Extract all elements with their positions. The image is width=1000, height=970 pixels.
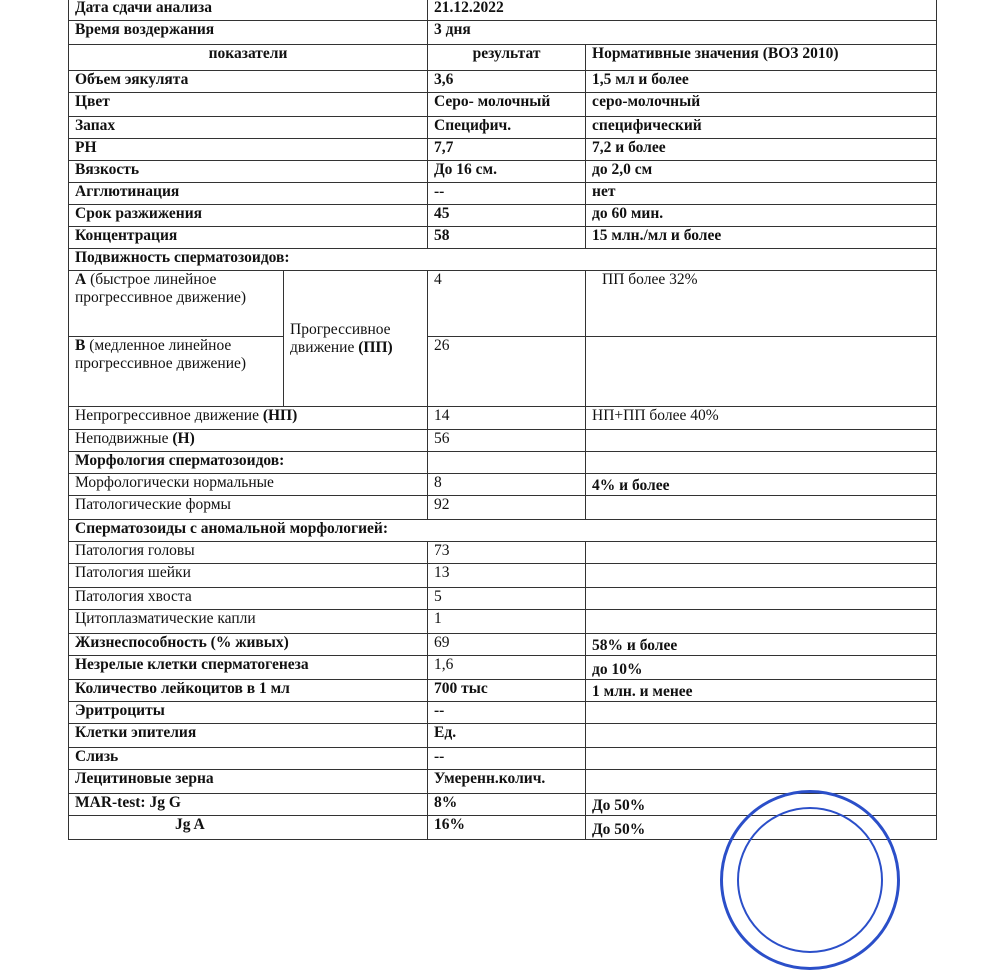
row-norm: 4% и более [586,474,937,496]
row-norm: 1 млн. и менее [586,680,937,702]
row-result: 45 [428,205,586,227]
row-label: Вязкость [69,161,428,183]
row-label: Объем эякулята [69,71,428,93]
row-norm: специфический [586,117,937,139]
row-norm [586,748,937,770]
row-norm [586,430,937,452]
table-row [69,656,937,680]
n-text: Неподвижные [75,430,173,447]
table-row [69,117,937,139]
col-result: результат [428,45,586,71]
row-result: 5 [428,588,586,610]
row-norm: до 60 мин. [586,205,937,227]
progressive-group [284,271,428,407]
np-abbr: (НП) [262,407,298,424]
row-label: Лецитиновые зерна [69,770,428,794]
section-motility [69,249,937,271]
row-label: Клетки эпителия [69,724,428,748]
row-result: 69 [428,634,586,656]
table-row [69,542,937,564]
row-result: 14 [428,407,586,430]
np-text: Непрогрессивное движение [75,407,263,424]
row-result: 56 [428,430,586,452]
section-morphology [69,452,937,474]
row-label: Концентрация [69,227,428,249]
row-label: Патология хвоста [69,588,428,610]
table-row [69,139,937,161]
row-norm: нет [586,183,937,205]
section-title: Морфология сперматозоидов: [69,452,428,474]
row-result: 92 [428,496,586,520]
row-result: 16% [428,816,586,840]
row-norm: 58% и более [586,634,937,656]
date-label: Дата сдачи анализа [69,0,428,21]
row-result: Серо- молочный [428,93,586,117]
row-norm: До 50% [586,816,937,840]
n-abbr: (Н) [172,430,195,447]
table-row [69,680,937,702]
table-row [69,748,937,770]
row-label: Эритроциты [69,702,428,724]
row-norm [586,496,937,520]
row-result: 73 [428,542,586,564]
table-row [69,71,937,93]
table-row [69,430,937,452]
row-result: 13 [428,564,586,588]
row-result: 26 [428,337,586,407]
row-label: Агглютинация [69,183,428,205]
table-row [69,227,937,249]
row-result: 3,6 [428,71,586,93]
row-result: Ед. [428,724,586,748]
stamp-inner-ring [737,807,883,953]
row-norm: до 10% [586,656,937,680]
row-norm: До 50% [586,794,937,816]
row-norm: 15 млн./мл и более [586,227,937,249]
table-row-b [69,337,937,407]
row-norm [586,588,937,610]
table-row [69,610,937,634]
row-norm [586,610,937,634]
row-result: 4 [428,271,586,337]
a-letter: А [75,271,87,288]
group-abbr: (ПП) [358,338,393,356]
row-label: Цитоплазматические капли [69,610,428,634]
row-result: Умеренн.колич. [428,770,586,794]
empty-cell [586,452,937,474]
row-result: -- [428,748,586,770]
row-label: Патология головы [69,542,428,564]
row-result: 8% [428,794,586,816]
section-title: Подвижность сперматозоидов: [69,249,937,271]
row-label: Незрелые клетки сперматогенеза [69,656,428,680]
b-text: (медленное линейное прогрессивное движение) [75,337,247,372]
row-norm: серо-молочный [586,93,937,117]
motility-b-label [69,337,284,407]
table-row [69,724,937,748]
col-norm: Нормативные значения (ВОЗ 2010) [586,45,937,71]
row-result: Специфич. [428,117,586,139]
row-norm: до 2,0 см [586,161,937,183]
date-value: 21.12.2022 [428,0,937,21]
column-header-row [69,45,937,71]
row-norm [586,542,937,564]
row-label [69,430,428,452]
empty-cell [428,452,586,474]
row-norm [586,770,937,794]
row-label: Срок разжижения [69,205,428,227]
row-label: Патологические формы [69,496,428,520]
row-label: Jg A [69,816,428,840]
table-row [69,205,937,227]
official-stamp [720,790,900,970]
row-result: 58 [428,227,586,249]
abstinence-value: 3 дня [428,21,937,45]
a-text: (быстрое линейное прогрессивное движение) [75,271,247,306]
table-row [69,161,937,183]
row-norm [586,337,937,407]
row-result: 8 [428,474,586,496]
row-label: Жизнеспособность (% живых) [69,634,428,656]
row-norm [586,564,937,588]
b-letter: В [75,337,86,354]
semen-analysis-table [68,0,937,840]
table-row [69,474,937,496]
row-label: PH [69,139,428,161]
table-row-a [69,271,937,337]
row-label: Цвет [69,93,428,117]
table-row [69,564,937,588]
row-result: 1,6 [428,656,586,680]
row-result: 700 тыс [428,680,586,702]
table-row [69,634,937,656]
group-text: Прогрессивное движение [290,320,391,356]
row-norm: ПП более 32% [586,271,937,337]
table-row [69,93,937,117]
row-norm [586,702,937,724]
row-date [69,0,937,21]
row-label: Морфологически нормальные [69,474,428,496]
row-norm: НП+ПП более 40% [586,407,937,430]
row-result: -- [428,183,586,205]
row-result: 1 [428,610,586,634]
section-title: Сперматозоиды с аномальной морфологией: [69,520,937,542]
motility-a-label [69,271,284,337]
row-label: Патология шейки [69,564,428,588]
table-row [69,588,937,610]
col-indicator: показатели [69,45,428,71]
row-norm: 7,2 и более [586,139,937,161]
table-row [69,407,937,430]
row-norm: 1,5 мл и более [586,71,937,93]
row-label: MAR-test: Jg G [69,794,428,816]
row-result: До 16 см. [428,161,586,183]
abstinence-label: Время воздержания [69,21,428,45]
row-result: 7,7 [428,139,586,161]
section-abnormal [69,520,937,542]
row-label: Запах [69,117,428,139]
row-label: Слизь [69,748,428,770]
row-label: Количество лейкоцитов в 1 мл [69,680,428,702]
row-abstinence [69,21,937,45]
table-row [69,702,937,724]
row-result: -- [428,702,586,724]
table-row [69,496,937,520]
table-row [69,183,937,205]
row-label [69,407,428,430]
row-norm [586,724,937,748]
